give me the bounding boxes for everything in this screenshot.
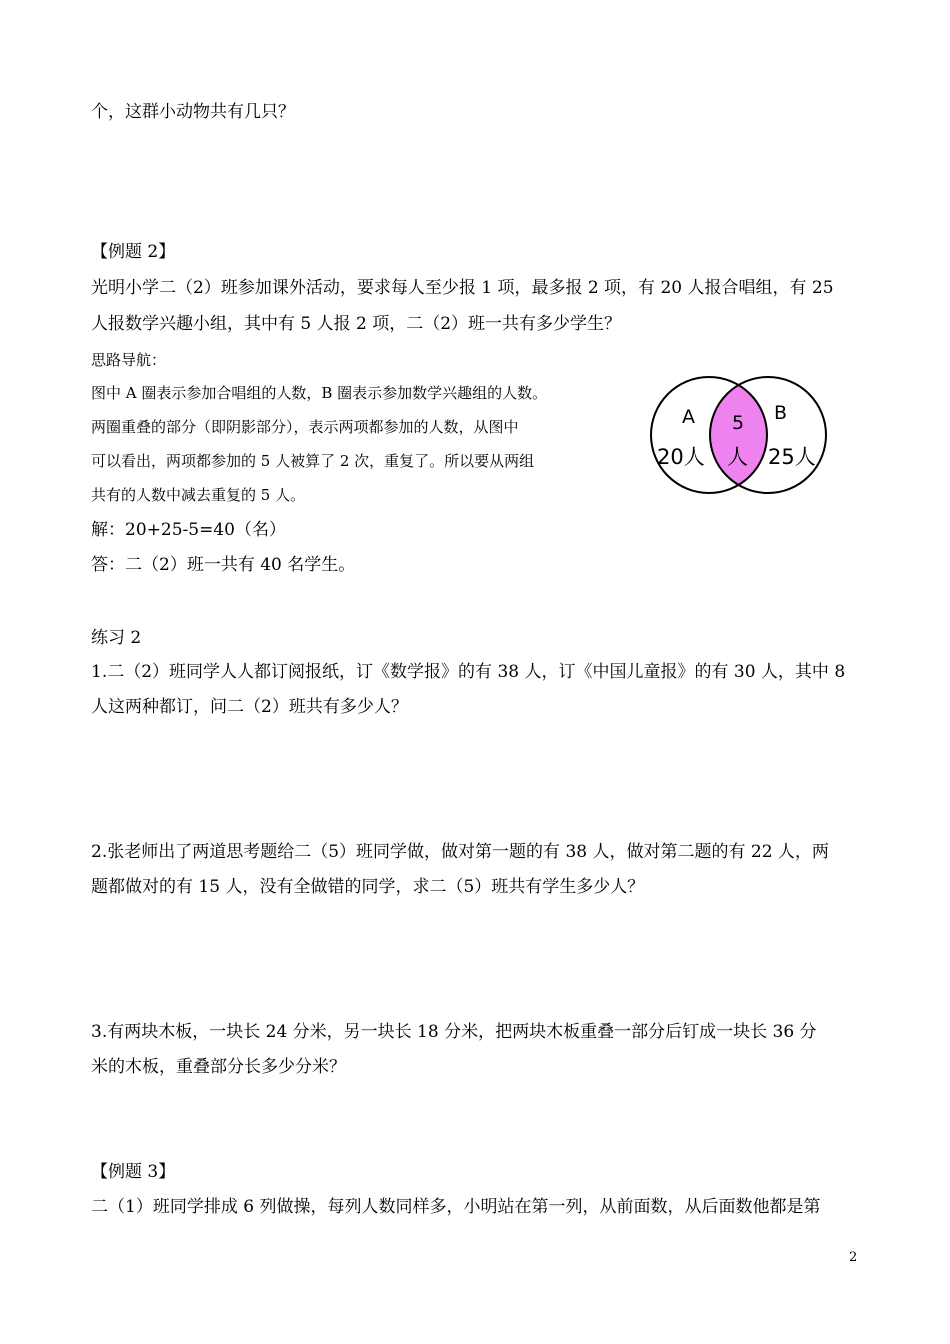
continued-text: 个，这群小动物共有几只？ [91, 102, 295, 122]
example2-problem-line1: 光明小学二（2）班参加课外活动，要求每人至少报 1 项，最多报 2 项，有 20 人报合唱组，有 25 [91, 278, 834, 298]
venn-value-a: 20人 [657, 445, 705, 469]
venn-overlap-number: 5 [732, 412, 745, 434]
example2-answer: 答：二（2）班一共有 40 名学生。 [91, 555, 356, 575]
guide-line1: 图中 A 圈表示参加合唱组的人数，B 圈表示参加数学兴趣组的人数。 [91, 384, 548, 402]
page-number: 2 [849, 1250, 858, 1265]
venn-label-b: B [774, 402, 788, 424]
example2-heading: 【例题 2】 [91, 242, 176, 262]
guide-line4: 共有的人数中减去重复的 5 人。 [91, 486, 306, 504]
example3-heading: 【例题 3】 [91, 1162, 176, 1182]
guide-line3: 可以看出，两项都参加的 5 人被算了 2 次，重复了。所以要从两组 [91, 452, 535, 470]
practice2-q1-line1: 1.二（2）班同学人人都订阅报纸，订《数学报》的有 38 人，订《中国儿童报》的有 30 人，其中 8 [91, 662, 846, 682]
guide-line2: 两圈重叠的部分（即阴影部分），表示两项都参加的人数，从图中 [91, 418, 519, 436]
practice2-q3-line1: 3.有两块木板，一块长 24 分米，另一块长 18 分米，把两块木板重叠一部分后钉成一块长 36 分 [91, 1022, 817, 1042]
venn-overlap-unit: 人 [727, 445, 748, 469]
venn-diagram [640, 375, 835, 500]
example2-solution: 解：20+25-5=40（名） [91, 520, 286, 540]
venn-value-b: 25人 [768, 445, 816, 469]
example3-problem-line1: 二（1）班同学排成 6 列做操，每列人数同样多，小明站在第一列，从前面数，从后面数他都是第 [91, 1197, 821, 1217]
practice2-q2-line1: 2.张老师出了两道思考题给二（5）班同学做，做对第一题的有 38 人，做对第二题的有 22 人，两 [91, 842, 829, 862]
practice2-q2-line2: 题都做对的有 15 人，没有全做错的同学，求二（5）班共有学生多少人？ [91, 877, 645, 897]
example2-problem-line2: 人报数学兴趣小组，其中有 5 人报 2 项，二（2）班一共有多少学生？ [91, 314, 622, 334]
practice2-title: 练习 2 [91, 628, 142, 648]
guide-title: 思路导航： [91, 351, 167, 369]
practice2-q3-line2: 米的木板，重叠部分长多少分米？ [91, 1057, 346, 1077]
venn-label-a: A [682, 406, 695, 428]
practice2-q1-line2: 人这两种都订，问二（2）班共有多少人？ [91, 697, 408, 717]
